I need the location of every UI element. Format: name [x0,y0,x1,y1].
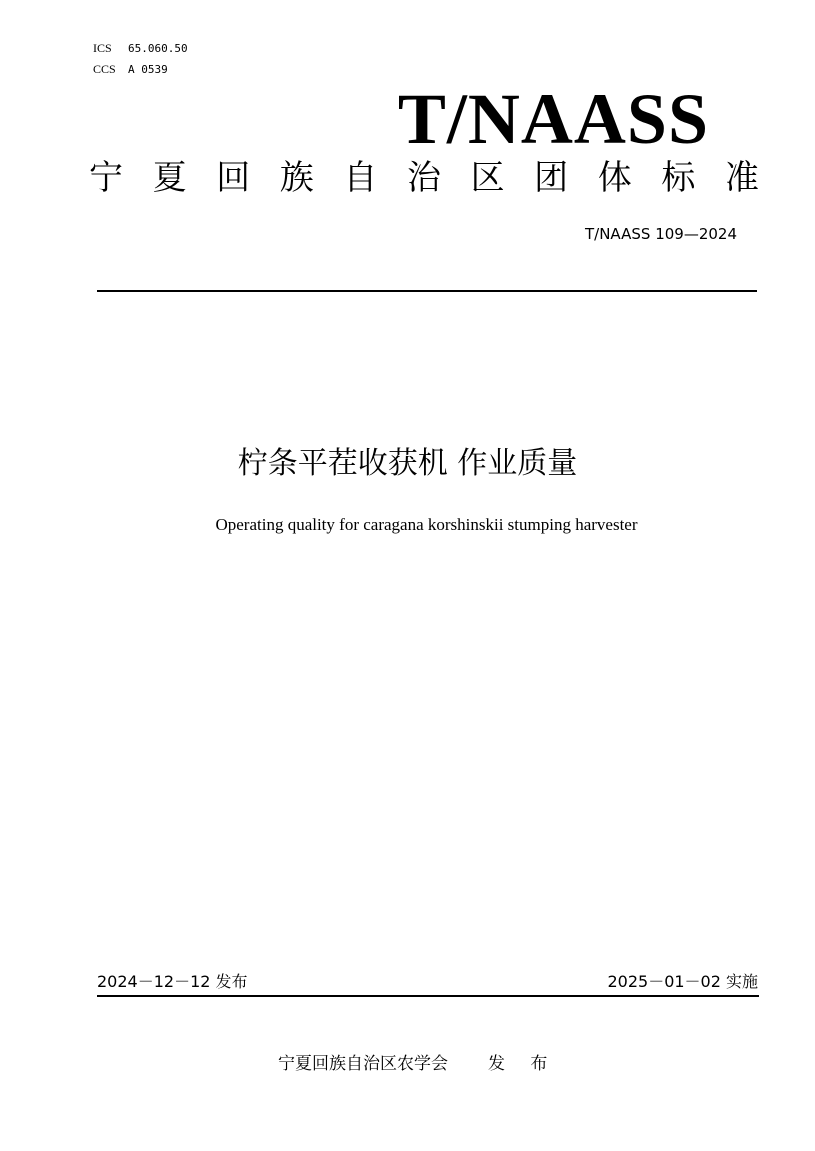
top-divider [97,290,757,292]
issue-date: 2024－12－12 发布 [97,972,248,991]
ccs-label: CCS [93,62,116,76]
publisher-line [278,1052,557,1076]
bottom-divider [97,995,759,997]
org-title-char: 族 [279,158,314,198]
title-english: Operating quality for caragana korshinskii stumping harvester [215,515,638,534]
org-title-char: 体 [597,158,632,198]
org-title-char: 宁 [89,158,123,198]
publisher-action: 发 布 [488,1054,558,1074]
org-title-char: 回 [216,158,251,198]
org-title-char: 夏 [152,158,187,198]
org-title-char: 自 [343,158,378,198]
ics-label: ICS [93,41,112,55]
standard-code: T/NAASS 109—2024 [585,225,737,243]
standard-logo: T/NAASS [397,79,709,159]
org-title-char: 团 [534,158,569,198]
classification-block [93,38,188,80]
implement-date: 2025－01－02 实施 [607,972,758,991]
ccs-line [93,59,188,80]
ics-value: 65.060.50 [128,42,188,55]
ccs-value: A 0539 [128,63,168,76]
title-chinese: 柠条平茬收获机 作业质量 [237,446,578,481]
org-title-char: 标 [661,158,696,198]
ics-line [93,38,188,59]
org-title-char: 治 [406,158,441,198]
org-title-char: 准 [724,158,759,198]
org-title [89,156,759,200]
publisher-name: 宁夏回族自治区农学会 [278,1054,448,1074]
org-title-char: 区 [470,158,505,198]
